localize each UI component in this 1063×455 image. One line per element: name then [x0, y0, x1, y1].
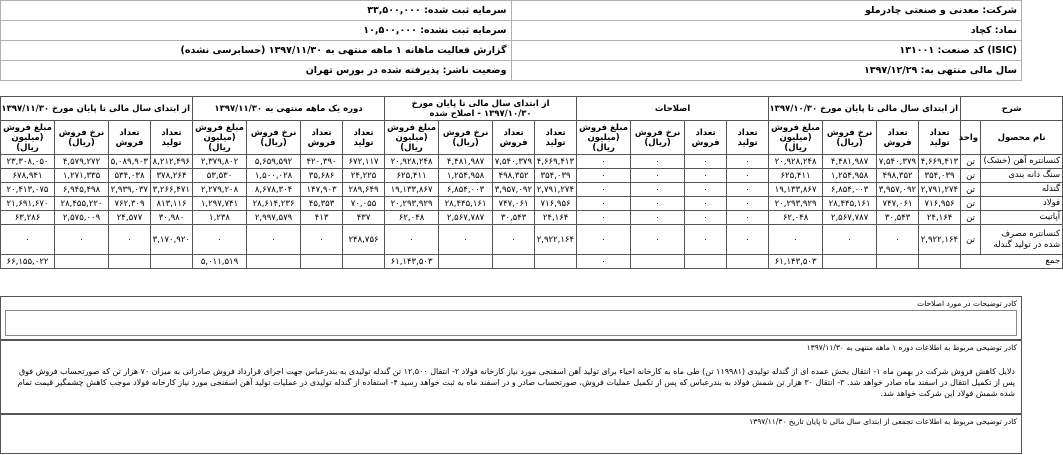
table-cell: ۰: [247, 225, 301, 255]
col-sales-qty: تعداد فروش: [493, 121, 535, 155]
table-cell: ۲۴,۲۲۵: [343, 169, 385, 183]
table-cell: ۳,۲۶۶,۴۷۱: [151, 183, 193, 197]
table-cell: ۴۳۷: [343, 211, 385, 225]
table-cell: ۰: [877, 225, 919, 255]
report-header: [0, 0, 1022, 81]
col-sales-rate: نرخ فروش (ریال): [247, 121, 301, 155]
table-cell: ۶۲۵,۴۱۱: [385, 169, 439, 183]
amendments-label: کادر توضیحات در مورد اصلاحات: [917, 299, 1017, 308]
table-cell: ۶۳,۲۸۶: [1, 211, 55, 225]
table-row: [1, 197, 1063, 211]
table-cell: ۰: [439, 225, 493, 255]
total-amount: ۶۶,۱۵۵,۰۲۲: [1, 255, 55, 269]
table-cell: ۰: [55, 225, 109, 255]
col-sales-amount: مبلغ فروش (میلیون ریال): [193, 121, 247, 155]
total-empty-cell: [919, 255, 961, 269]
table-cell: ۲,۷۹۱,۲۷۴: [919, 183, 961, 197]
table-cell: ۲۸,۴۴۵,۱۶۱: [439, 197, 493, 211]
table-cell: ۲۸,۴۵۵,۲۲۰: [55, 197, 109, 211]
table-cell: ۳۵۴,۰۳۹: [535, 169, 577, 183]
table-cell: ۰: [685, 211, 727, 225]
total-empty-cell: [535, 255, 577, 269]
table-row: [1, 211, 1063, 225]
col-production-qty: تعداد تولید: [535, 121, 577, 155]
col-production-qty: تعداد تولید: [727, 121, 769, 155]
group-header-2: اصلاحات: [577, 97, 769, 121]
table-cell: ۶,۸۵۴,۰۰۳: [823, 183, 877, 197]
table-cell: ۰: [727, 169, 769, 183]
table-cell: ۰: [577, 169, 631, 183]
table-cell: ۸,۶۷۸,۳۰۴: [247, 183, 301, 197]
table-cell: ۲۴,۱۶۴: [535, 211, 577, 225]
production-sales-table: [0, 96, 1063, 269]
capital-unregistered: سرمایه ثبت نشده: ۱۰,۵۰۰,۰۰۰: [1, 21, 512, 41]
col-sales-rate: نرخ فروش (ریال): [55, 121, 109, 155]
col-sales-qty: تعداد فروش: [301, 121, 343, 155]
total-empty-cell: [685, 255, 727, 269]
table-cell: ۲,۵۶۷,۷۸۷: [823, 211, 877, 225]
col-description: شرح: [961, 97, 1063, 121]
capital-registered: سرمایه ثبت شده: ۳۳,۵۰۰,۰۰۰: [1, 1, 512, 21]
col-sales-amount: مبلغ فروش (میلیون ریال): [385, 121, 439, 155]
table-cell: ۸,۲۱۲,۴۹۶: [151, 155, 193, 169]
table-cell: ۲,۹۹۷,۵۷۹: [247, 211, 301, 225]
table-cell: ۶,۸۵۴,۰۰۳: [439, 183, 493, 197]
table-cell: ۱,۲۹۷,۷۴۱: [193, 197, 247, 211]
table-cell: ۲۰,۴۱۳,۰۷۵: [1, 183, 55, 197]
table-cell: ۰: [631, 169, 685, 183]
total-empty-cell: [301, 255, 343, 269]
table-cell: ۷۶۲,۳۰۹: [109, 197, 151, 211]
table-cell: ۲,۵۶۷,۷۸۷: [439, 211, 493, 225]
total-empty-cell: [493, 255, 535, 269]
table-cell: ۳,۹۵۷,۰۹۲: [493, 183, 535, 197]
table-cell: ۰: [1, 225, 55, 255]
table-cell: ۱,۲۷۱,۳۳۵: [55, 169, 109, 183]
table-cell: ۰: [577, 183, 631, 197]
table-cell: ۰: [685, 155, 727, 169]
total-amount: ۰: [577, 255, 631, 269]
table-cell: ۰: [727, 183, 769, 197]
table-cell: ۶,۹۴۵,۴۹۸: [55, 183, 109, 197]
total-empty-cell: [439, 255, 493, 269]
table-cell: ۳۰,۵۴۳: [493, 211, 535, 225]
table-cell: ۷,۵۴۰,۳۷۹: [493, 155, 535, 169]
table-cell: ۰: [493, 225, 535, 255]
table-cell: ۳۰,۵۴۳: [877, 211, 919, 225]
symbol: نماد: کچاد: [511, 21, 1022, 41]
table-row: [1, 183, 1063, 197]
table-cell: ۰: [301, 225, 343, 255]
publisher-status: وضعیت ناشر: پذیرفته شده در بورس تهران: [1, 61, 512, 81]
unit-cell: تن: [961, 155, 981, 169]
table-cell: ۰: [727, 197, 769, 211]
table-cell: ۱,۲۵۴,۹۵۸: [823, 169, 877, 183]
table-cell: ۲,۲۷۹,۲۰۸: [193, 183, 247, 197]
table-cell: ۶۷۸,۹۴۱: [1, 169, 55, 183]
monthly-notes-box: [0, 340, 1022, 414]
product-name: کنسانتره آهن (خشک): [981, 155, 1063, 169]
table-cell: ۴۱۳: [301, 211, 343, 225]
table-cell: ۲۸,۴۴۵,۱۶۱: [823, 197, 877, 211]
col-sales-qty: تعداد فروش: [877, 121, 919, 155]
table-cell: ۴۹۸,۳۵۲: [493, 169, 535, 183]
group-header-1: از ابتدای سال مالی تا پایان مورخ ۱۳۹۷/۱۰/۳۰: [769, 97, 961, 121]
table-cell: ۲۸,۶۱۴,۲۳۶: [247, 197, 301, 211]
amendments-textarea[interactable]: [5, 310, 1017, 336]
monthly-notes-text: دلایل کاهش فروش شرکت در بهمن ماه ۱- انتقال بخش عمده ای از گندله تولیدی (۱۱۹۹۸۱ تن) طی ماه به کارخانه احیاء برای تولید آهن اسفنجی مورد نیاز کارخانه فولاد ۲- انتقال ۱۲,۵۰۰ تن گندله تولیدی به بندرعباس جهت اجرای قرارداد فروش صادراتی به میزان ۷۰ هزار تن که صورتحساب فروش فوق پس از تکمیل انتقال در اسفند ماه صادر خواهد شد. ۳- انتقال ۳۰ هزار تن شمش فولاد به بندرعباس که پس از تکمیل عملیات فروش، صورتحساب صادر و در اسفند ماه به ثبت خواهد رسید ۴- استفاده از گندله تولیدی در عملیات تولید آهن اسفنجی مورد نیاز کارخانه فولاد موجب کاهش چشمگیر قیمت تمام شده شمش فولاد این شرکت خواهد شد.: [17, 367, 1015, 398]
table-cell: ۰: [577, 155, 631, 169]
group-header-3: از ابتدای سال مالی تا پایان مورخ ۱۳۹۷/۱۰/۳۰ - اصلاح شده: [385, 97, 577, 121]
table-cell: ۶۲,۰۴۸: [769, 211, 823, 225]
total-empty-cell: [55, 255, 109, 269]
monthly-notes-label: کادر توضیحی مربوط به اطلاعات دوره ۱ ماهه منتهی به ۱۳۹۷/۱۱/۳۰: [806, 343, 1017, 352]
table-cell: ۲۰,۲۹۳,۹۲۹: [385, 197, 439, 211]
table-cell: ۲۰,۹۲۸,۲۴۸: [385, 155, 439, 169]
table-cell: ۰: [685, 183, 727, 197]
col-sales-rate: نرخ فروش (ریال): [439, 121, 493, 155]
total-empty-cell: [823, 255, 877, 269]
table-cell: ۵۳,۵۳۰: [193, 169, 247, 183]
table-cell: ۰: [631, 225, 685, 255]
table-cell: ۰: [577, 197, 631, 211]
table-cell: ۰: [727, 155, 769, 169]
total-empty-cell: [247, 255, 301, 269]
table-cell: ۷۱۶,۹۵۶: [535, 197, 577, 211]
col-unit: واحد: [961, 121, 981, 155]
company-name: شرکت: معدنی و صنعتی چادرملو: [511, 1, 1022, 21]
unit-cell: تن: [961, 211, 981, 225]
table-cell: ۱۹,۱۳۳,۸۶۷: [769, 183, 823, 197]
table-cell: ۲,۵۷۵,۰۰۹: [55, 211, 109, 225]
table-cell: ۷۱۶,۹۵۶: [919, 197, 961, 211]
product-name: آپاتیت: [981, 211, 1063, 225]
table-cell: ۲۴۸,۷۵۶: [343, 225, 385, 255]
total-amount: ۶۱,۱۴۳,۵۰۳: [385, 255, 439, 269]
fiscal-year: سال مالی منتهی به: ۱۳۹۷/۱۲/۲۹: [511, 61, 1022, 81]
table-cell: ۳,۱۷۰,۹۲۰: [151, 225, 193, 255]
table-cell: ۴۹۸,۳۵۲: [877, 169, 919, 183]
product-name: سنگ دانه بندی: [981, 169, 1063, 183]
total-row: [1, 255, 1063, 269]
table-cell: ۱۴۷,۹۰۳: [301, 183, 343, 197]
table-cell: ۰: [631, 155, 685, 169]
table-cell: ۲۴,۱۶۴: [919, 211, 961, 225]
table-cell: ۳۵,۶۸۶: [301, 169, 343, 183]
total-empty-cell: [343, 255, 385, 269]
table-cell: ۲۱,۶۹۱,۶۷۰: [1, 197, 55, 211]
table-cell: ۴,۶۶۹,۴۱۳: [535, 155, 577, 169]
total-empty-cell: [151, 255, 193, 269]
table-cell: ۰: [769, 225, 823, 255]
col-sales-qty: تعداد فروش: [685, 121, 727, 155]
isic-code: (ISIC) کد صنعت: ۱۳۱۰۰۱: [511, 41, 1022, 61]
table-cell: ۴۲۰,۳۹۰: [301, 155, 343, 169]
col-sales-amount: مبلغ فروش (میلیون ریال): [769, 121, 823, 155]
col-production-qty: تعداد تولید: [151, 121, 193, 155]
table-cell: ۱۹,۱۳۳,۸۶۷: [385, 183, 439, 197]
table-cell: ۶۷۲,۱۱۷: [343, 155, 385, 169]
table-row: [1, 155, 1063, 169]
table-cell: ۴,۶۶۹,۴۱۳: [919, 155, 961, 169]
table-cell: ۴,۴۸۱,۹۸۷: [439, 155, 493, 169]
table-cell: ۶۲۵,۴۱۱: [769, 169, 823, 183]
total-label: جمع: [961, 255, 1063, 269]
unit-cell: تن: [961, 183, 981, 197]
table-cell: ۰: [385, 225, 439, 255]
table-cell: ۴۵,۳۵۳: [301, 197, 343, 211]
group-header-5: از ابتدای سال مالی تا پایان مورخ ۱۳۹۷/۱۱/۳۰: [1, 97, 193, 121]
table-cell: ۶۲,۰۴۸: [385, 211, 439, 225]
table-cell: ۷۴۷,۰۶۱: [877, 197, 919, 211]
unit-cell: تن: [961, 169, 981, 183]
table-cell: ۲,۳۷۹,۸۰۲: [193, 155, 247, 169]
table-row: [1, 169, 1063, 183]
table-cell: ۱,۵۰۰,۰۲۸: [247, 169, 301, 183]
table-cell: ۱,۲۵۴,۹۵۸: [439, 169, 493, 183]
table-cell: ۲,۹۳۹,۰۳۷: [109, 183, 151, 197]
table-cell: ۴,۴۸۱,۹۸۷: [823, 155, 877, 169]
table-cell: ۲۴,۵۷۷: [109, 211, 151, 225]
table-cell: ۱,۲۳۸: [193, 211, 247, 225]
table-cell: ۴,۵۷۹,۲۷۲: [55, 155, 109, 169]
table-cell: ۲۰,۲۹۳,۹۲۹: [769, 197, 823, 211]
table-row: [1, 225, 1063, 255]
table-cell: ۰: [631, 197, 685, 211]
unit-cell: تن: [961, 225, 981, 255]
col-sales-rate: نرخ فروش (ریال): [823, 121, 877, 155]
table-cell: ۲۸۹,۶۴۹: [343, 183, 385, 197]
table-cell: ۷۴۷,۰۶۱: [493, 197, 535, 211]
total-empty-cell: [631, 255, 685, 269]
total-amount: ۵,۰۱۱,۵۱۹: [193, 255, 247, 269]
table-cell: ۷۰,۰۵۵: [343, 197, 385, 211]
table-cell: ۲۰,۹۲۸,۲۴۸: [769, 155, 823, 169]
total-amount: ۶۱,۱۴۳,۵۰۳: [769, 255, 823, 269]
table-cell: ۳۷۸,۲۶۴: [151, 169, 193, 183]
product-name: گندله: [981, 183, 1063, 197]
product-name: کنسانتره مصرف شده در تولید گندله: [981, 225, 1063, 255]
col-sales-amount: مبلغ فروش (میلیون ریال): [1, 121, 55, 155]
product-name: فولاد: [981, 197, 1063, 211]
col-sales-rate: نرخ فروش (ریال): [631, 121, 685, 155]
table-cell: ۸۱۳,۱۱۶: [151, 197, 193, 211]
total-empty-cell: [877, 255, 919, 269]
table-cell: ۰: [727, 211, 769, 225]
table-cell: ۳۰,۹۸۰: [151, 211, 193, 225]
col-sales-qty: تعداد فروش: [109, 121, 151, 155]
total-empty-cell: [109, 255, 151, 269]
cumulative-notes-box: [0, 414, 1022, 454]
group-header-4: دوره یک ماهه منتهی به ۱۳۹۷/۱۱/۳۰: [193, 97, 385, 121]
table-cell: ۲۳,۳۰۸,۰۵۰: [1, 155, 55, 169]
table-cell: ۰: [193, 225, 247, 255]
col-production-qty: تعداد تولید: [343, 121, 385, 155]
col-product: نام محصول: [981, 121, 1063, 155]
table-cell: ۰: [685, 197, 727, 211]
report-title: گزارش فعالیت ماهانه ۱ ماهه منتهی به ۱۳۹۷/۱۱/۳۰ (حسابرسی نشده): [1, 41, 512, 61]
table-cell: ۰: [685, 169, 727, 183]
table-cell: ۷,۵۴۰,۳۷۹: [877, 155, 919, 169]
cumulative-notes-label: کادر توضیحی مربوط به اطلاعات تجمعی از ابتدای سال مالی تا پایان تاریخ ۱۳۹۷/۱۱/۳۰: [749, 417, 1017, 426]
table-cell: ۲,۹۲۲,۱۶۴: [535, 225, 577, 255]
table-cell: ۳۵۴,۰۳۹: [919, 169, 961, 183]
table-cell: ۰: [631, 211, 685, 225]
total-empty-cell: [727, 255, 769, 269]
table-cell: ۰: [577, 211, 631, 225]
col-sales-amount: مبلغ فروش (میلیون ریال): [577, 121, 631, 155]
table-cell: ۰: [685, 225, 727, 255]
table-cell: ۳,۹۵۷,۰۹۲: [877, 183, 919, 197]
table-cell: ۰: [577, 225, 631, 255]
amendments-box: [0, 296, 1022, 340]
table-cell: ۵۳۴,۰۳۸: [109, 169, 151, 183]
unit-cell: تن: [961, 197, 981, 211]
col-production-qty: تعداد تولید: [919, 121, 961, 155]
table-cell: ۲,۹۲۲,۱۶۴: [919, 225, 961, 255]
table-cell: ۰: [631, 183, 685, 197]
table-cell: ۰: [109, 225, 151, 255]
table-cell: ۰: [727, 225, 769, 255]
table-cell: ۵,۰۸۹,۹۰۳: [109, 155, 151, 169]
table-cell: ۰: [823, 225, 877, 255]
table-cell: ۲,۷۹۱,۲۷۴: [535, 183, 577, 197]
table-cell: ۵,۶۵۹,۵۹۲: [247, 155, 301, 169]
